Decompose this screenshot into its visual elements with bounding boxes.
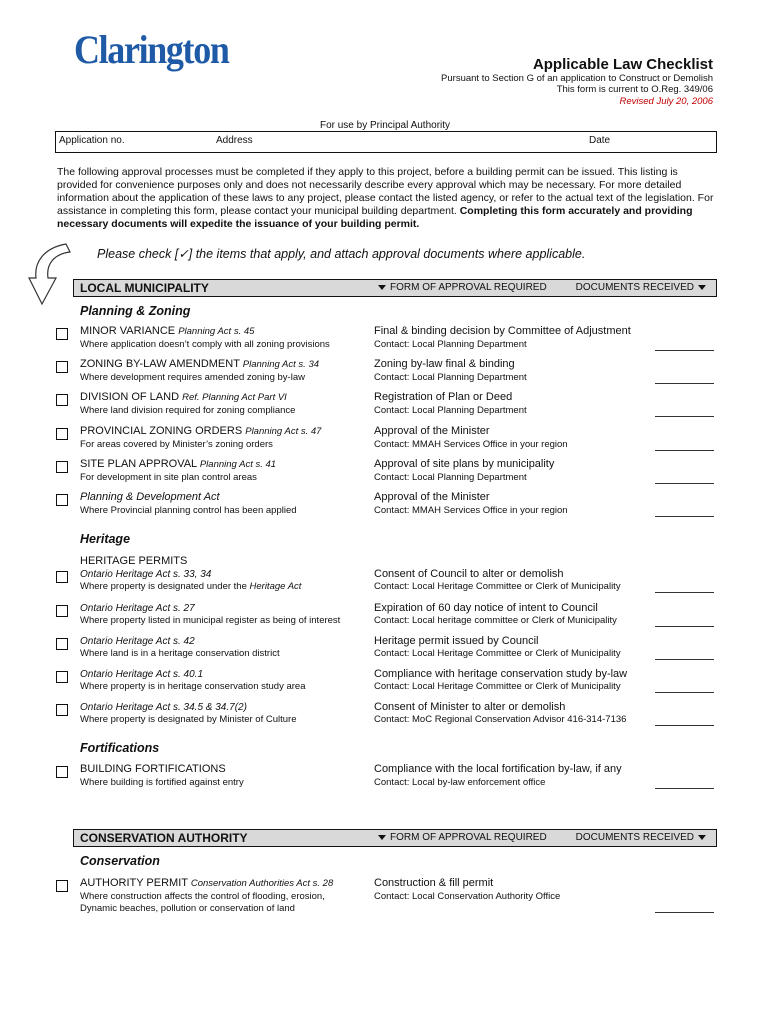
planning-item-name: SITE PLAN APPROVAL Planning Act s. 41 (80, 458, 277, 470)
documents-received-blank[interactable] (655, 912, 714, 913)
planning-item-desc: Where application doesn’t comply with all zoning provisions (80, 339, 330, 350)
heritage-item-desc: Where property is designated by Minister of Culture (80, 714, 297, 725)
planning-item-desc: For areas covered by Minister’s zoning orders (80, 439, 273, 450)
planning-item-desc: For development in site plan control areas (80, 472, 257, 483)
down-triangle-icon (698, 835, 706, 840)
documents-received-column: DOCUMENTS RECEIVED (576, 832, 710, 843)
checkbox-planning-item[interactable] (56, 461, 68, 473)
planning-zoning-title: Planning & Zoning (80, 304, 191, 318)
heritage-item-approval: Consent of Minister to alter or demolish (374, 701, 566, 713)
fortifications-contact: Contact: Local by-law enforcement office (374, 777, 546, 788)
heritage-item-act: Ontario Heritage Act s. 27 (80, 603, 195, 614)
act-reference: Ref. Planning Act Part VI (182, 392, 287, 403)
planning-item-name: MINOR VARIANCE Planning Act s. 45 (80, 325, 255, 337)
act-reference: Planning Act s. 41 (199, 459, 277, 470)
heritage-item-act: Ontario Heritage Act s. 40.1 (80, 669, 204, 680)
intro-bold-text: Completing this form accurately and providing necessary documents will expedite the issuance of your building permit. (57, 205, 693, 230)
checkbox-planning-item[interactable] (56, 394, 68, 406)
down-triangle-icon (698, 285, 706, 290)
planning-item-name (80, 491, 220, 503)
documents-received-blank[interactable] (655, 725, 714, 726)
conservation-authority-header (73, 829, 717, 847)
fortifications-approval: Compliance with the local fortification by-law, if any (374, 763, 622, 775)
application-no-field[interactable]: Application no. (59, 135, 125, 146)
heritage-item-act: Ontario Heritage Act s. 42 (80, 636, 195, 647)
checkbox-planning-item[interactable] (56, 428, 68, 440)
form-of-approval-column: FORM OF APPROVAL REQUIRED (374, 282, 547, 293)
planning-item-approval: Approval of the Minister (374, 491, 490, 503)
documents-received-blank[interactable] (655, 592, 714, 593)
heritage-item-contact: Contact: MoC Regional Conservation Advisor 416-314-7136 (374, 714, 627, 725)
checkbox-heritage-item[interactable] (56, 605, 68, 617)
heritage-item-contact: Contact: Local heritage committee or Clerk of Municipality (374, 615, 617, 626)
fortifications-item-desc: Where building is fortified against entry (80, 777, 244, 788)
planning-item-contact: Contact: MMAH Services Office in your region (374, 505, 568, 516)
page-title: Applicable Law Checklist (532, 56, 713, 73)
planning-item-contact: Contact: Local Planning Department (374, 372, 527, 383)
documents-received-blank[interactable] (655, 659, 714, 660)
documents-received-blank[interactable] (655, 383, 714, 384)
address-field[interactable]: Address (216, 135, 253, 146)
date-field[interactable]: Date (589, 135, 611, 146)
subtitle-section-g: Pursuant to Section G of an application to Construct or Demolish (441, 73, 713, 84)
principal-authority-label: For use by Principal Authority (319, 120, 451, 131)
documents-received-blank[interactable] (655, 692, 714, 693)
act-reference: Planning & Development Act (80, 491, 220, 503)
conservation-authority-label: CONSERVATION AUTHORITY (80, 831, 248, 845)
heritage-item-contact: Contact: Local Heritage Committee or Clerk of Municipality (374, 648, 621, 659)
principal-info-box (55, 131, 717, 153)
heritage-item-act: Ontario Heritage Act s. 33, 34 (80, 569, 212, 580)
authority-permit-desc-2: Dynamic beaches, pollution or conservation of land (80, 903, 295, 914)
planning-item-approval: Registration of Plan or Deed (374, 391, 513, 403)
planning-item-name: DIVISION OF LAND Ref. Planning Act Part VI (80, 391, 287, 403)
documents-received-blank[interactable] (655, 450, 714, 451)
documents-received-blank[interactable] (655, 516, 714, 517)
planning-item-contact: Contact: Local Planning Department (374, 339, 527, 350)
planning-item-name: PROVINCIAL ZONING ORDERS Planning Act s. 47 (80, 425, 322, 437)
authority-permit-approval: Construction & fill permit (374, 877, 494, 889)
fortifications-item-name: BUILDING FORTIFICATIONS (80, 763, 226, 775)
planning-item-name: ZONING BY-LAW AMENDMENT Planning Act s. 34 (80, 358, 320, 370)
heritage-item-desc: Where property is designated under the Heritage Act (80, 581, 302, 592)
intro-paragraph (57, 166, 715, 231)
heritage-item-desc: Where land is in a heritage conservation district (80, 648, 280, 659)
heritage-item-approval: Compliance with heritage conservation study by-law (374, 668, 628, 680)
documents-received-blank[interactable] (655, 483, 714, 484)
authority-permit-name: AUTHORITY PERMIT Conservation Authorities Act s. 28 (80, 877, 334, 889)
documents-received-blank[interactable] (655, 788, 714, 789)
act-italic: Heritage Act (249, 581, 302, 592)
heritage-item-contact: Contact: Local Heritage Committee or Clerk of Municipality (374, 681, 621, 692)
conservation-title: Conservation (80, 854, 160, 868)
down-triangle-icon (378, 285, 386, 290)
down-triangle-icon (378, 835, 386, 840)
planning-item-contact: Contact: Local Planning Department (374, 472, 527, 483)
intro-text: The following approval processes must be completed if they apply to this project, before a building permit can be issued. This listing is provided for convenience purposes only and does not necessarily describe every approval which may be necessary. For more detailed information about the application of these laws to any project, please contact the listed agency, or refer to the actual text of the legislation. For assistance in completing this form, please contact your municipal building department. (57, 166, 714, 217)
heritage-item-desc: Where property is in heritage conservation study area (80, 681, 306, 692)
checkbox-planning-item[interactable] (56, 328, 68, 340)
planning-item-desc: Where development requires amended zoning by-law (80, 372, 305, 383)
local-municipality-header (73, 279, 717, 297)
heritage-item-act: Ontario Heritage Act s. 34.5 & 34.7(2) (80, 702, 247, 713)
act-reference: Planning Act s. 34 (242, 359, 320, 370)
authority-permit-contact: Contact: Local Conservation Authority Office (374, 891, 561, 902)
checkbox-building-fortifications[interactable] (56, 766, 68, 778)
planning-item-desc: Where land division required for zoning compliance (80, 405, 296, 416)
check-instruction: Please check [✓] the items that apply, and attach approval documents where applicable. (97, 247, 586, 261)
fortifications-title: Fortifications (80, 741, 160, 755)
planning-item-approval: Final & binding decision by Committee of Adjustment (374, 325, 631, 337)
checkbox-heritage-item[interactable] (56, 571, 68, 583)
documents-received-blank[interactable] (655, 350, 714, 351)
authority-permit-desc-1: Where construction affects the control of flooding, erosion, (80, 891, 325, 902)
planning-item-approval: Approval of site plans by municipality (374, 458, 555, 470)
heritage-title: Heritage (80, 532, 131, 546)
act-reference: Planning Act s. 47 (245, 426, 322, 437)
checkbox-planning-item[interactable] (56, 361, 68, 373)
checkbox-planning-item[interactable] (56, 494, 68, 506)
checkbox-heritage-item[interactable] (56, 671, 68, 683)
curved-arrow-icon (26, 242, 72, 308)
clarington-logo: Clarington (74, 27, 229, 72)
planning-item-approval: Zoning by-law final & binding (374, 358, 515, 370)
checkbox-heritage-item[interactable] (56, 704, 68, 716)
revised-date: Revised July 20, 2006 (619, 96, 713, 107)
planning-item-desc: Where Provincial planning control has been applied (80, 505, 297, 516)
heritage-item-contact: Contact: Local Heritage Committee or Clerk of Municipality (374, 581, 621, 592)
heritage-permits-label: HERITAGE PERMITS (80, 555, 188, 567)
planning-item-approval: Approval of the Minister (374, 425, 490, 437)
planning-item-contact: Contact: Local Planning Department (374, 405, 527, 416)
local-municipality-label: LOCAL MUNICIPALITY (80, 281, 209, 295)
heritage-item-approval: Consent of Council to alter or demolish (374, 568, 564, 580)
act-reference: Planning Act s. 45 (178, 326, 255, 337)
heritage-item-desc: Where property listed in municipal register as being of interest (80, 615, 341, 626)
heritage-item-approval: Expiration of 60 day notice of intent to Council (374, 602, 598, 614)
documents-received-column: DOCUMENTS RECEIVED (576, 282, 710, 293)
form-of-approval-column: FORM OF APPROVAL REQUIRED (374, 832, 547, 843)
checkbox-authority-permit[interactable] (56, 880, 68, 892)
planning-item-contact: Contact: MMAH Services Office in your region (374, 439, 568, 450)
heritage-item-approval: Heritage permit issued by Council (374, 635, 539, 647)
authority-permit-act: Conservation Authorities Act s. 28 (190, 878, 334, 889)
subtitle-regulation: This form is current to O.Reg. 349/06 (556, 84, 713, 95)
checkbox-heritage-item[interactable] (56, 638, 68, 650)
documents-received-blank[interactable] (655, 416, 714, 417)
documents-received-blank[interactable] (655, 626, 714, 627)
